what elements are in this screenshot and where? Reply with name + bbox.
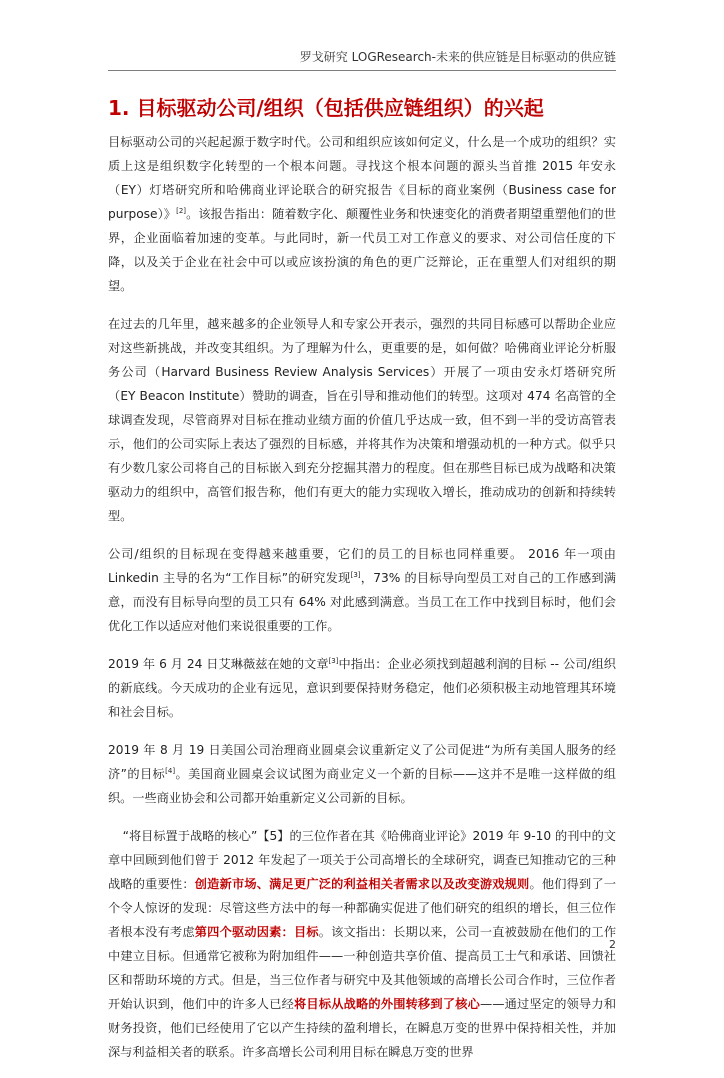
- highlighted-text: 将目标从战略的外围转移到了核心: [294, 997, 481, 1011]
- citation-ref: [3]: [328, 656, 339, 665]
- citation-ref: [3]: [350, 570, 361, 579]
- paragraph: [108, 130, 616, 298]
- paragraph-text: 。该报告指出：随着数字化、颠覆性业务和快速变化的消费者期望重塑他们的世界，企业面临着加速的变革。与此同时，新一代员工对工作意义的要求、对公司信任度的下降，以及关于企业在社会中可以或应该扮演的角色的更广泛辩论，正在重塑人们对组织的期望。: [108, 207, 617, 293]
- paragraph: [108, 824, 616, 1064]
- paragraph: [108, 542, 616, 638]
- citation-ref: [2]: [176, 206, 187, 215]
- paragraph: [108, 738, 616, 810]
- running-header: 罗戈研究 LOGResearch-未来的供应链是目标驱动的供应链: [108, 48, 616, 71]
- section-title: 1. 目标驱动公司/组织（包括供应链组织）的兴起: [108, 96, 544, 120]
- highlighted-text: 第四个驱动因素：目标: [194, 925, 319, 939]
- paragraph-text: 2019 年 6 月 24 日艾琳薇兹在她的文章: [108, 657, 329, 671]
- paragraph-text: 中指出：企业必须找到超越利润的目标 -- 公司/组织的新底线。今天成功的企业有远见，意识到要保持财务稳定，他们必须积极主动地管理其环境和社会目标。: [108, 657, 616, 719]
- paragraph-text: 2019 年 8 月 19 日美国公司治理商业圆桌会议重新定义了公司促进“为所有美国人服务的经济”的目标: [108, 743, 616, 781]
- paragraph: 在过去的几年里，越来越多的企业领导人和专家公开表示，强烈的共同目标感可以帮助企业应对这些新挑战，并改变其组织。为了理解为什么，更重要的是，如何做？哈佛商业评论分析服务公司（Harvard Business Review Analysis Services）开展了一项由安永灯塔研究所（EY Beacon Institute）赞助的调查，旨在引导和推动他们的转型。这项对 474 名高管的全球调查发现，尽管商界对目标在推动业绩方面的价值几乎达成一致，但不到一半的受访高管表示，他们的公司实际上表达了强烈的目标感，并将其作为决策和增强动机的一种方式。似乎只有少数几家公司将自己的目标嵌入到充分挖掘其潜力的程度。但在那些目标已成为战略和决策驱动力的组织中，高管们报告称，他们有更大的能力实现收入增长，推动成功的创新和持续转型。: [108, 317, 616, 523]
- body-text: [108, 130, 616, 1078]
- paragraph-text: 目标驱动公司的兴起起源于数字时代。公司和组织应该如何定义，什么是一个成功的组织？实质上这是组织数字化转型的一个根本问题。寻找这个根本问题的源头当首推 2015 年安永（EY）灯塔研究所和哈佛商业评论联合的研究报告《目标的商业案例（Business case for purpose）》: [108, 135, 616, 221]
- citation-ref: [4]: [165, 766, 176, 775]
- highlighted-text: 创造新市场、满足更广泛的利益相关者需求以及改变游戏规则: [194, 877, 530, 891]
- paragraph-text: ，73% 的目标导向型员工对自己的工作感到满意，而没有目标导向型的员工只有 64% 对此感到满意。当员工在工作中找到目标时，他们会优化工作以适应对他们来说很重要的工作。: [108, 571, 616, 633]
- paragraph-text: ——通过坚定的领导力和财务投资，他们已经使用了它以产生持续的盈利增长，在瞬息万变的世界中保持相关性，并加深与利益相关者的联系。许多高增长公司利用目标在瞬息万变的世界: [108, 997, 617, 1059]
- paragraph: [108, 652, 616, 724]
- paragraph-text: “将目标置于战略的核心”【5】的三位作者在其《哈佛商业评论》2019 年 9-10 的刊中的文章中回顾到他们曾于 2012 年发起了一项关于公司高增长的全球研究，调查已知推动它的三种战略的重要性：: [108, 829, 616, 891]
- paragraph-text: 。该文指出：长期以来，公司一直被鼓励在他们的工作中建立目标。但通常它被称为附加组件——一种创造共享价值、提高员工士气和承诺、回馈社区和帮助环境的方式。但是，当三位作者与研究中及其他领域的高增长公司合作时，三位作者开始认识到，他们中的许多人已经: [108, 925, 617, 1011]
- paragraph-text: 公司/组织的目标现在变得越来越重要，它们的员工的目标也同样重要。 2016 年一项由 Linkedin 主导的名为“工作目标”的研究发现: [108, 547, 616, 585]
- paragraph-text: 。美国商业圆桌会议试图为商业定义一个新的目标——这并不是唯一这样做的组织。一些商业协会和公司都开始重新定义公司新的目标。: [108, 767, 616, 805]
- page-number: 2: [609, 938, 616, 951]
- paragraph-text: 。他们得到了一个令人惊讶的发现：尽管这些方法中的每一种都确实促进了他们研究的组织的增长，但三位作者根本没有考虑: [108, 877, 617, 939]
